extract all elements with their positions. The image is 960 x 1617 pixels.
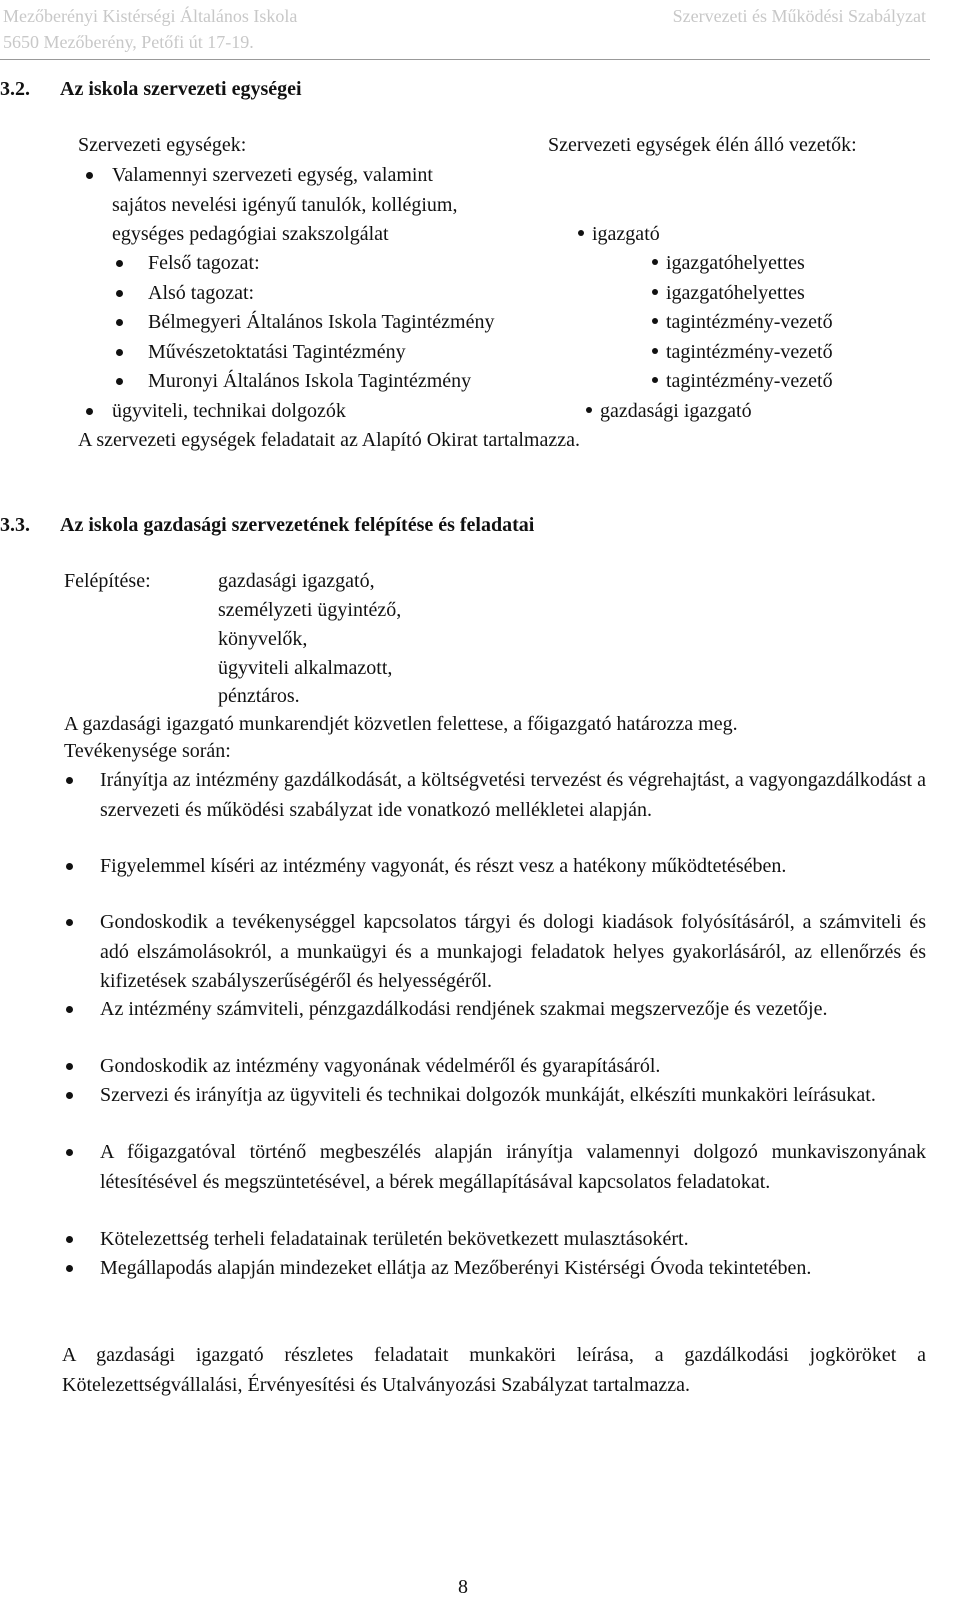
bullet-icon — [652, 377, 658, 383]
unit-line: Alsó tagozat: — [148, 282, 255, 304]
unit-leader: tagintézmény-vezető — [652, 366, 833, 396]
bullet-icon — [66, 863, 73, 870]
bullet-icon — [116, 319, 123, 326]
task-item: Gondoskodik a tevékenységgel kapcsolatos tárgyi és dologi kiadások folyósításáról, a számviteli és adó elszámolásokról, a munkaügyi és a munkajogi feladatok helyes gyakorlásáról, az ellenőrzés és kifizetések szabályszerűségéről és helyességéről. — [100, 911, 926, 992]
units-column-heading: Szervezeti egységek: — [78, 134, 247, 156]
task-item: A főigazgatóval történő megbeszélés alapján irányítja valamennyi dolgozó munkaviszonyának létesítésével és megszüntetésével, a bérek megállapításával kapcsolatos feladatokat. — [100, 1141, 926, 1193]
bullet-icon — [66, 777, 73, 784]
section-32-title: Az iskola szervezeti egységei — [60, 78, 302, 100]
structure-item: pénztáros. — [218, 685, 300, 707]
bullet-icon — [66, 1149, 73, 1156]
unit-leader: igazgatóhelyettes — [652, 278, 805, 308]
director-intro: A gazdasági igazgató munkarendjét közvetlen felettese, a főigazgató határozza meg. — [64, 713, 738, 735]
unit-line: sajátos nevelési igényű tanulók, kollégium, — [112, 194, 458, 216]
bullet-icon — [86, 408, 93, 415]
unit-leader: tagintézmény-vezető — [652, 307, 833, 337]
bullet-icon — [86, 172, 93, 179]
bullet-icon — [66, 1092, 73, 1099]
task-item: Gondoskodik az intézmény vagyonának védelméről és gyarapításáról. — [100, 1055, 661, 1077]
bullet-icon — [66, 1063, 73, 1070]
unit-leader: igazgatóhelyettes — [652, 248, 805, 278]
unit-line: egységes pedagógiai szakszolgálat — [112, 223, 389, 245]
bullet-icon — [66, 1265, 73, 1272]
unit-leader: tagintézmény-vezető — [652, 337, 833, 367]
unit-line: Művészetoktatási Tagintézmény — [148, 341, 406, 363]
section-32-number: 3.2. — [0, 78, 30, 100]
bullet-icon — [652, 348, 658, 354]
closing-paragraph: A gazdasági igazgató részletes feladatait munkaköri leírása, a gazdálkodási jogköröket a Kötelezettségvállalási, Érvényesítési és Utalványozási Szabályzat tartalmazza. — [62, 1344, 926, 1396]
task-item: Szervezi és irányítja az ügyviteli és technikai dolgozók munkáját, elkészíti munkaköri leírásukat. — [100, 1084, 876, 1106]
bullet-icon — [652, 259, 658, 265]
units-note: A szervezeti egységek feladatait az Alapító Okirat tartalmazza. — [78, 429, 580, 451]
bullet-icon — [66, 1006, 73, 1013]
header-doc-title: Szervezeti és Működési Szabályzat — [672, 6, 926, 26]
leaders-column-heading: Szervezeti egységek élén álló vezetők: — [548, 134, 857, 156]
task-item: Figyelemmel kíséri az intézmény vagyonát, és részt vesz a hatékony működtetésében. — [100, 855, 787, 877]
bullet-icon — [66, 1236, 73, 1243]
bullet-icon — [652, 289, 658, 295]
structure-item: könyvelők, — [218, 628, 308, 650]
structure-item: ügyviteli alkalmazott, — [218, 657, 393, 679]
unit-line: Muronyi Általános Iskola Tagintézmény — [148, 370, 472, 392]
task-item: Kötelezettség terheli feladatainak területén bekövetkezett mulasztásokért. — [100, 1228, 689, 1250]
structure-label: Felépítése: — [64, 570, 151, 592]
header-school-name: Mezőberényi Kistérségi Általános Iskola — [3, 6, 298, 26]
bullet-icon — [116, 260, 123, 267]
unit-line: ügyviteli, technikai dolgozók — [112, 400, 346, 422]
structure-item: személyzeti ügyintéző, — [218, 599, 402, 621]
task-item: Az intézmény számviteli, pénzgazdálkodási rendjének szakmai megszervezője és vezetője. — [100, 998, 828, 1020]
task-item: Megállapodás alapján mindezeket ellátja az Mezőberényi Kistérségi Óvoda tekintetében. — [100, 1257, 812, 1279]
activity-label: Tevékenysége során: — [64, 740, 231, 762]
bullet-icon — [586, 407, 592, 413]
task-item: Irányítja az intézmény gazdálkodását, a költségvetési tervezést és végrehajtást, a vagyongazdálkodást a szervezeti és működési szabályzat ide vonatkozó mellékletei alapján. — [100, 769, 926, 821]
bullet-icon — [116, 378, 123, 385]
unit-leader: gazdasági igazgató — [586, 396, 752, 426]
unit-leader: igazgató — [578, 219, 660, 249]
unit-line: Bélmegyeri Általános Iskola Tagintézmény — [148, 311, 495, 333]
unit-line: Felső tagozat: — [148, 252, 260, 274]
bullet-icon — [66, 919, 73, 926]
header-divider — [0, 59, 930, 60]
section-33-number: 3.3. — [0, 514, 30, 536]
bullet-icon — [578, 230, 584, 236]
structure-item: gazdasági igazgató, — [218, 570, 375, 592]
bullet-icon — [116, 290, 123, 297]
header-address: 5650 Mezőberény, Petőfi út 17-19. — [3, 32, 254, 52]
bullet-icon — [116, 349, 123, 356]
bullet-icon — [652, 318, 658, 324]
unit-line: Valamennyi szervezeti egység, valamint — [112, 164, 433, 186]
page-number: 8 — [458, 1576, 468, 1598]
section-33-title: Az iskola gazdasági szervezetének felépítése és feladatai — [60, 514, 535, 536]
